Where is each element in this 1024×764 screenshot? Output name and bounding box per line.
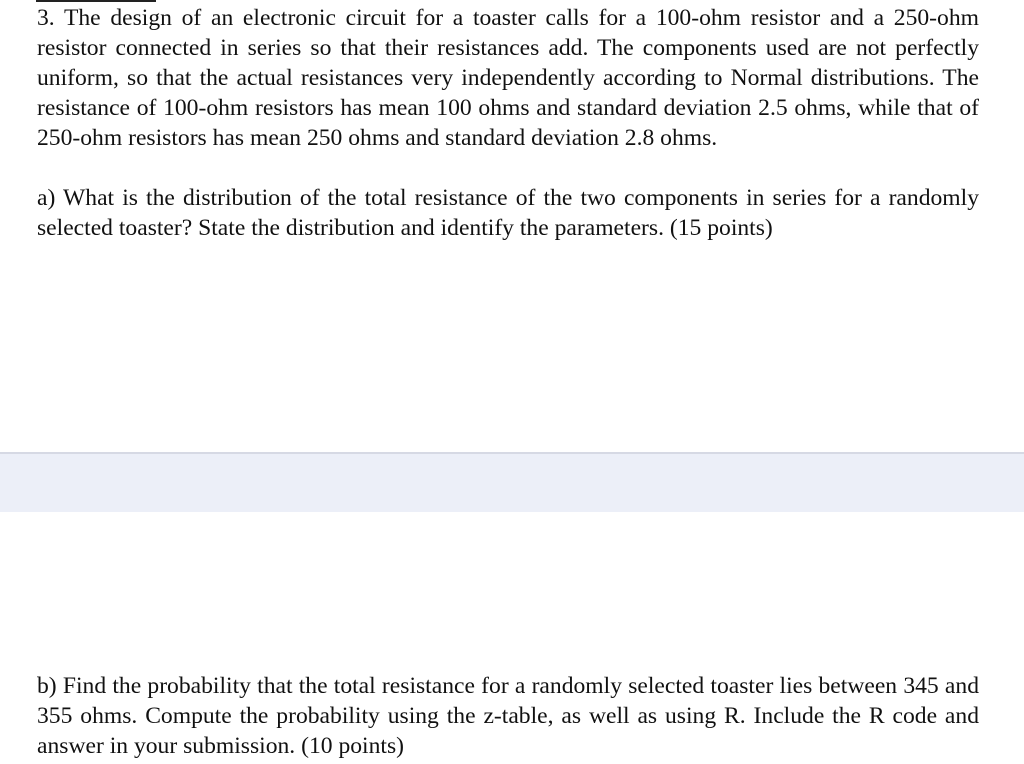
problem-statement: 3. The design of an electronic circuit for a toaster calls for a 100-ohm resistor and a 250-ohm resistor connected in series so that their resistances add. The components used are not perfectly uniform, so that the actual resistances very independently according to Normal distributions. The resistance of 100-ohm resistors has mean 100 ohms and standard deviation 2.5 ohms, while that of 250-ohm resistors has mean 250 ohms and standard deviation 2.8 ohms. — [37, 5, 979, 151]
top-rule — [36, 0, 156, 2]
question-part-b: b) Find the probability that the total resistance for a randomly selected toaster lies between 345 and 355 ohms. Compute the probability using the z-table, as well as using R. Include the R code and answer in your submission. (10 points) — [37, 673, 979, 759]
question-part-a: a) What is the distribution of the total resistance of the two components in series for a randomly selected toaster? State the distribution and identify the parameters. (15 points) — [37, 185, 979, 241]
page-separator-band — [0, 452, 1024, 512]
